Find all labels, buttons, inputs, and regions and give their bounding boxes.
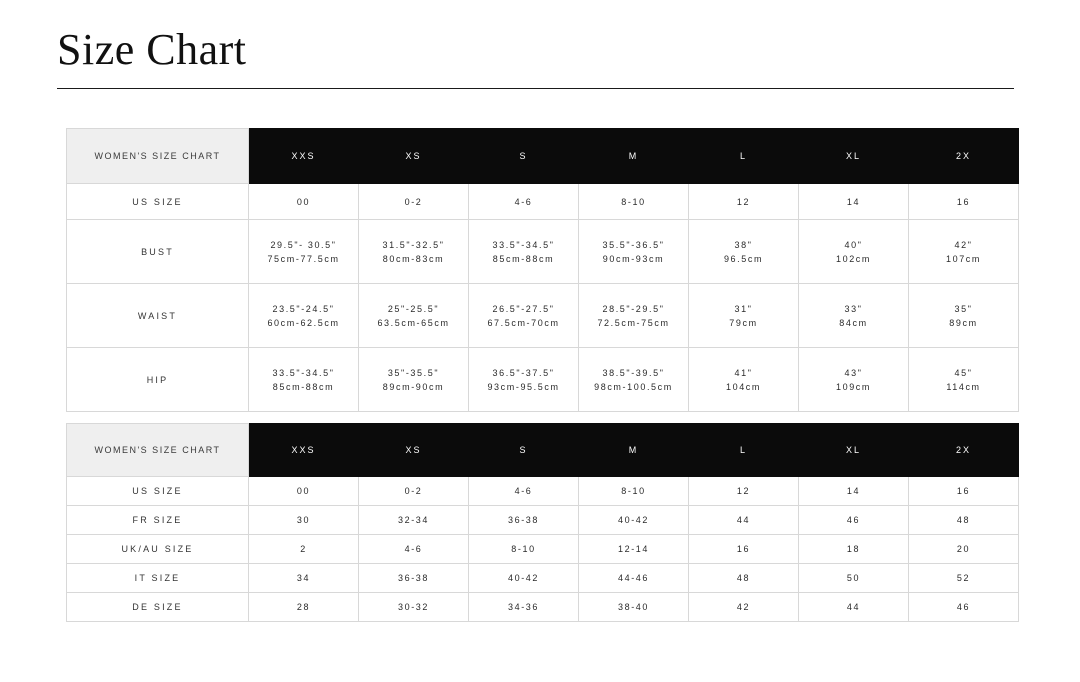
cell-de-xs: 30-32 <box>359 593 469 622</box>
cell-waist-l <box>689 284 799 348</box>
cell-us-size-s: 4-6 <box>469 184 579 220</box>
cell-it-m: 44-46 <box>579 564 689 593</box>
cell-hip-xl-cm: 109cm <box>835 381 871 392</box>
cell-waist-m-inch: 28.5"-29.5" <box>602 303 665 314</box>
cell-ukau-xs: 4-6 <box>359 535 469 564</box>
cell-waist-xxs-inch: 23.5"-24.5" <box>272 303 335 314</box>
cell-bust-m-inch: 35.5"-36.5" <box>602 239 665 250</box>
cell-waist-m <box>579 284 689 348</box>
row-label-bust: BUST <box>67 220 249 284</box>
cell-us-2x: 16 <box>909 477 1019 506</box>
cell-hip-xl <box>799 348 909 412</box>
cell-waist-xs <box>359 284 469 348</box>
cell-fr-s: 36-38 <box>469 506 579 535</box>
cell-fr-2x: 48 <box>909 506 1019 535</box>
cell-waist-2x-cm: 89cm <box>949 317 978 328</box>
cell-bust-s-inch: 33.5"-34.5" <box>492 239 555 250</box>
size-header-m: M <box>579 129 689 184</box>
intl-size-header-l: L <box>689 424 799 477</box>
cell-de-s: 34-36 <box>469 593 579 622</box>
cell-bust-xxs-inch: 29.5"- 30.5" <box>270 239 337 250</box>
cell-us-size-xxs: 00 <box>249 184 359 220</box>
cell-hip-l-inch: 41" <box>734 367 753 378</box>
cell-bust-xxs <box>249 220 359 284</box>
international-size-chart <box>66 423 1019 622</box>
size-header-l: L <box>689 129 799 184</box>
cell-it-xxs: 34 <box>249 564 359 593</box>
cell-it-2x: 52 <box>909 564 1019 593</box>
cell-de-xl: 44 <box>799 593 909 622</box>
cell-fr-m: 40-42 <box>579 506 689 535</box>
intl-size-header-s: S <box>469 424 579 477</box>
cell-waist-xs-inch: 25"-25.5" <box>387 303 440 314</box>
page-title: Size Chart <box>57 25 247 74</box>
cell-us-size-m: 8-10 <box>579 184 689 220</box>
row-label-de-size: DE SIZE <box>67 593 249 622</box>
cell-fr-xs: 32-34 <box>359 506 469 535</box>
cell-hip-s-cm: 93cm-95.5cm <box>487 381 560 392</box>
cell-waist-xxs-cm: 60cm-62.5cm <box>267 317 340 328</box>
cell-us-size-2x: 16 <box>909 184 1019 220</box>
measurement-chart-header <box>67 129 1019 184</box>
cell-waist-s-cm: 67.5cm-70cm <box>487 317 560 328</box>
table-row <box>67 284 1019 348</box>
row-label-fr-size: FR SIZE <box>67 506 249 535</box>
row-label-us-size: US SIZE <box>67 184 249 220</box>
cell-bust-xs-inch: 31.5"-32.5" <box>382 239 445 250</box>
table-row <box>67 593 1019 622</box>
cell-waist-xl <box>799 284 909 348</box>
international-chart-body <box>67 477 1019 622</box>
cell-ukau-xxs: 2 <box>249 535 359 564</box>
intl-size-header-xxs: XXS <box>249 424 359 477</box>
cell-hip-l-cm: 104cm <box>725 381 761 392</box>
cell-hip-xxs-inch: 33.5"-34.5" <box>272 367 335 378</box>
cell-hip-s <box>469 348 579 412</box>
row-label-it-size: IT SIZE <box>67 564 249 593</box>
cell-hip-2x-inch: 45" <box>954 367 973 378</box>
cell-us-xs: 0-2 <box>359 477 469 506</box>
cell-bust-xl-cm: 102cm <box>835 253 871 264</box>
cell-hip-m <box>579 348 689 412</box>
cell-bust-2x-inch: 42" <box>954 239 973 250</box>
cell-waist-2x-inch: 35" <box>954 303 973 314</box>
cell-it-l: 48 <box>689 564 799 593</box>
cell-us-s: 4-6 <box>469 477 579 506</box>
size-header-xxs: XXS <box>249 129 359 184</box>
table-header-row <box>67 129 1019 184</box>
cell-de-l: 42 <box>689 593 799 622</box>
cell-de-m: 38-40 <box>579 593 689 622</box>
cell-bust-l-inch: 38" <box>734 239 753 250</box>
table-header-row <box>67 424 1019 477</box>
row-label-waist: WAIST <box>67 284 249 348</box>
cell-fr-l: 44 <box>689 506 799 535</box>
cell-waist-2x <box>909 284 1019 348</box>
size-header-s: S <box>469 129 579 184</box>
cell-ukau-s: 8-10 <box>469 535 579 564</box>
cell-hip-l <box>689 348 799 412</box>
cell-waist-m-cm: 72.5cm-75cm <box>597 317 670 328</box>
table-row <box>67 535 1019 564</box>
cell-bust-2x-cm: 107cm <box>945 253 981 264</box>
cell-it-xs: 36-38 <box>359 564 469 593</box>
cell-it-s: 40-42 <box>469 564 579 593</box>
cell-waist-xs-cm: 63.5cm-65cm <box>377 317 450 328</box>
cell-ukau-2x: 20 <box>909 535 1019 564</box>
table-row <box>67 506 1019 535</box>
cell-waist-s-inch: 26.5"-27.5" <box>492 303 555 314</box>
cell-ukau-m: 12-14 <box>579 535 689 564</box>
size-header-xs: XS <box>359 129 469 184</box>
cell-hip-2x-cm: 114cm <box>946 381 981 392</box>
cell-us-size-xl: 14 <box>799 184 909 220</box>
size-header-2x: 2X <box>909 129 1019 184</box>
cell-bust-xs-cm: 80cm-83cm <box>382 253 445 264</box>
cell-bust-s <box>469 220 579 284</box>
cell-bust-xs <box>359 220 469 284</box>
cell-waist-l-cm: 79cm <box>729 317 758 328</box>
cell-waist-xl-cm: 84cm <box>839 317 868 328</box>
row-label-us-size: US SIZE <box>67 477 249 506</box>
cell-us-size-l: 12 <box>689 184 799 220</box>
cell-fr-xxs: 30 <box>249 506 359 535</box>
cell-bust-xl-inch: 40" <box>844 239 863 250</box>
intl-size-header-m: M <box>579 424 689 477</box>
cell-hip-xs-inch: 35"-35.5" <box>387 367 440 378</box>
table-row <box>67 220 1019 284</box>
size-header-xl: XL <box>799 129 909 184</box>
table-row <box>67 184 1019 220</box>
table-row <box>67 564 1019 593</box>
table-row <box>67 477 1019 506</box>
cell-waist-s <box>469 284 579 348</box>
cell-hip-m-inch: 38.5"-39.5" <box>602 367 665 378</box>
cell-waist-xl-inch: 33" <box>844 303 863 314</box>
cell-waist-xxs <box>249 284 359 348</box>
cell-waist-l-inch: 31" <box>734 303 753 314</box>
cell-hip-s-inch: 36.5"-37.5" <box>492 367 555 378</box>
cell-fr-xl: 46 <box>799 506 909 535</box>
cell-us-xxs: 00 <box>249 477 359 506</box>
cell-hip-xs <box>359 348 469 412</box>
cell-hip-m-cm: 98cm-100.5cm <box>594 381 673 392</box>
cell-hip-xxs-cm: 85cm-88cm <box>272 381 335 392</box>
measurement-size-chart <box>66 128 1019 412</box>
cell-hip-xxs <box>249 348 359 412</box>
cell-ukau-xl: 18 <box>799 535 909 564</box>
international-chart-corner-label: WOMEN'S SIZE CHART <box>67 424 249 477</box>
intl-size-header-xs: XS <box>359 424 469 477</box>
cell-bust-m <box>579 220 689 284</box>
cell-us-xl: 14 <box>799 477 909 506</box>
cell-bust-l <box>689 220 799 284</box>
cell-bust-l-cm: 96.5cm <box>723 253 764 264</box>
measurement-chart-body <box>67 184 1019 412</box>
measurement-chart-corner-label: WOMEN'S SIZE CHART <box>67 129 249 184</box>
cell-bust-xxs-cm: 75cm-77.5cm <box>267 253 340 264</box>
cell-hip-2x <box>909 348 1019 412</box>
cell-us-size-xs: 0-2 <box>359 184 469 220</box>
cell-us-m: 8-10 <box>579 477 689 506</box>
cell-it-xl: 50 <box>799 564 909 593</box>
cell-de-xxs: 28 <box>249 593 359 622</box>
cell-de-2x: 46 <box>909 593 1019 622</box>
cell-bust-s-cm: 85cm-88cm <box>492 253 555 264</box>
cell-bust-xl <box>799 220 909 284</box>
cell-ukau-l: 16 <box>689 535 799 564</box>
cell-hip-xl-inch: 43" <box>844 367 863 378</box>
cell-us-l: 12 <box>689 477 799 506</box>
title-divider <box>57 88 1014 89</box>
cell-hip-xs-cm: 89cm-90cm <box>382 381 445 392</box>
row-label-hip: HIP <box>67 348 249 412</box>
cell-bust-2x <box>909 220 1019 284</box>
intl-size-header-xl: XL <box>799 424 909 477</box>
intl-size-header-2x: 2X <box>909 424 1019 477</box>
cell-bust-m-cm: 90cm-93cm <box>602 253 665 264</box>
row-label-uk-au-size: UK/AU SIZE <box>67 535 249 564</box>
international-chart-header <box>67 424 1019 477</box>
table-row <box>67 348 1019 412</box>
